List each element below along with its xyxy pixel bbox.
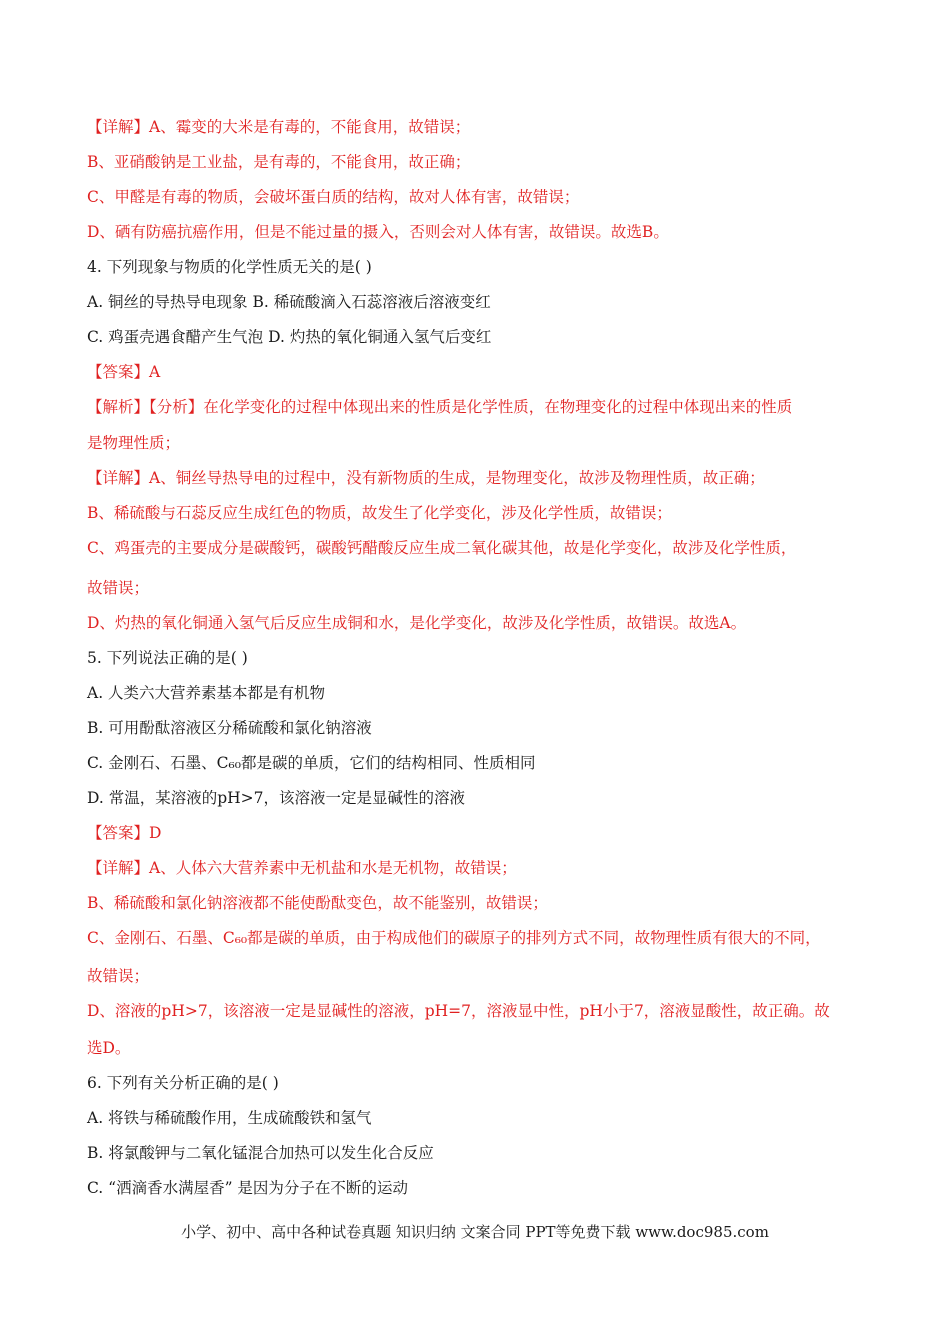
option-line: C. 鸡蛋壳遇食醋产生气泡 D. 灼热的氧化铜通入氢气后变红 xyxy=(87,328,492,346)
option-line: C. “洒滴香水满屋香” 是因为分子在不断的运动 xyxy=(87,1179,408,1197)
text-line: C、甲醛是有毒的物质，会破坏蛋白质的结构，故对人体有害，故错误； xyxy=(87,188,580,206)
text-line: 故错误； xyxy=(87,579,150,597)
page-footer: 小学、初中、高中各种试卷真题 知识归纳 文案合同 PPT等免费下载 www.doc985.com xyxy=(181,1223,769,1241)
option-line: C. 金刚石、石墨、C₆₀都是碳的单质，它们的结构相同、性质相同 xyxy=(87,754,536,772)
text-line: B、稀硫酸和氯化钠溶液都不能使酚酞变色，故不能鉴别，故错误； xyxy=(87,894,548,912)
answer-line: 【答案】A xyxy=(87,363,161,381)
option-line: B. 可用酚酞溶液区分稀硫酸和氯化钠溶液 xyxy=(87,719,372,737)
option-line: D. 常温，某溶液的pH>7，该溶液一定是显碱性的溶液 xyxy=(87,789,466,807)
question-line: 5. 下列说法正确的是( ) xyxy=(87,649,248,667)
text-line: B、亚硝酸钠是工业盐，是有毒的，不能食用，故正确； xyxy=(87,153,471,171)
text-line: 选D。 xyxy=(87,1039,131,1057)
text-line: D、硒有防癌抗癌作用，但是不能过量的摄入，否则会对人体有害，故错误。故选B。 xyxy=(87,223,669,241)
option-line: A. 将铁与稀硫酸作用，生成硫酸铁和氢气 xyxy=(87,1109,372,1127)
text-line: D、溶液的pH>7，该溶液一定是显碱性的溶液，pH=7，溶液显中性，pH小于7，溶液显酸性，故正确。故 xyxy=(87,1002,830,1020)
text-line: 【详解】A、人体六大营养素中无机盐和水是无机物，故错误； xyxy=(87,859,517,877)
text-line: 【详解】A、霉变的大米是有毒的，不能食用，故错误； xyxy=(87,118,471,136)
text-line: 故错误； xyxy=(87,967,150,985)
text-line: D、灼热的氧化铜通入氢气后反应生成铜和水，是化学变化，故涉及化学性质，故错误。故选A。 xyxy=(87,614,747,632)
text-line: C、鸡蛋壳的主要成分是碳酸钙，碳酸钙醋酸反应生成二氧化碳其他，故是化学变化，故涉及化学性质， xyxy=(87,539,797,557)
question-line: 4. 下列现象与物质的化学性质无关的是( ) xyxy=(87,258,372,276)
question-line: 6. 下列有关分析正确的是( ) xyxy=(87,1074,279,1092)
option-line: B. 将氯酸钾与二氧化锰混合加热可以发生化合反应 xyxy=(87,1144,434,1162)
answer-line: 【答案】D xyxy=(87,824,162,842)
option-line: A. 铜丝的导热导电现象 B. 稀硫酸滴入石蕊溶液后溶液变红 xyxy=(87,293,491,311)
text-line: C、金刚石、石墨、C₆₀都是碳的单质，由于构成他们的碳原子的排列方式不同，故物理性质有很大的不同， xyxy=(87,929,821,947)
text-line: 是物理性质； xyxy=(87,434,181,452)
text-line: 【详解】A、铜丝导热导电的过程中，没有新物质的生成，是物理变化，故涉及物理性质，故正确； xyxy=(87,469,765,487)
text-line: 【解析】【分析】在化学变化的过程中体现出来的性质是化学性质，在物理变化的过程中体现出来的性质 xyxy=(87,398,793,416)
option-line: A. 人类六大营养素基本都是有机物 xyxy=(87,684,326,702)
text-line: B、稀硫酸与石蕊反应生成红色的物质，故发生了化学变化，涉及化学性质，故错误； xyxy=(87,504,672,522)
